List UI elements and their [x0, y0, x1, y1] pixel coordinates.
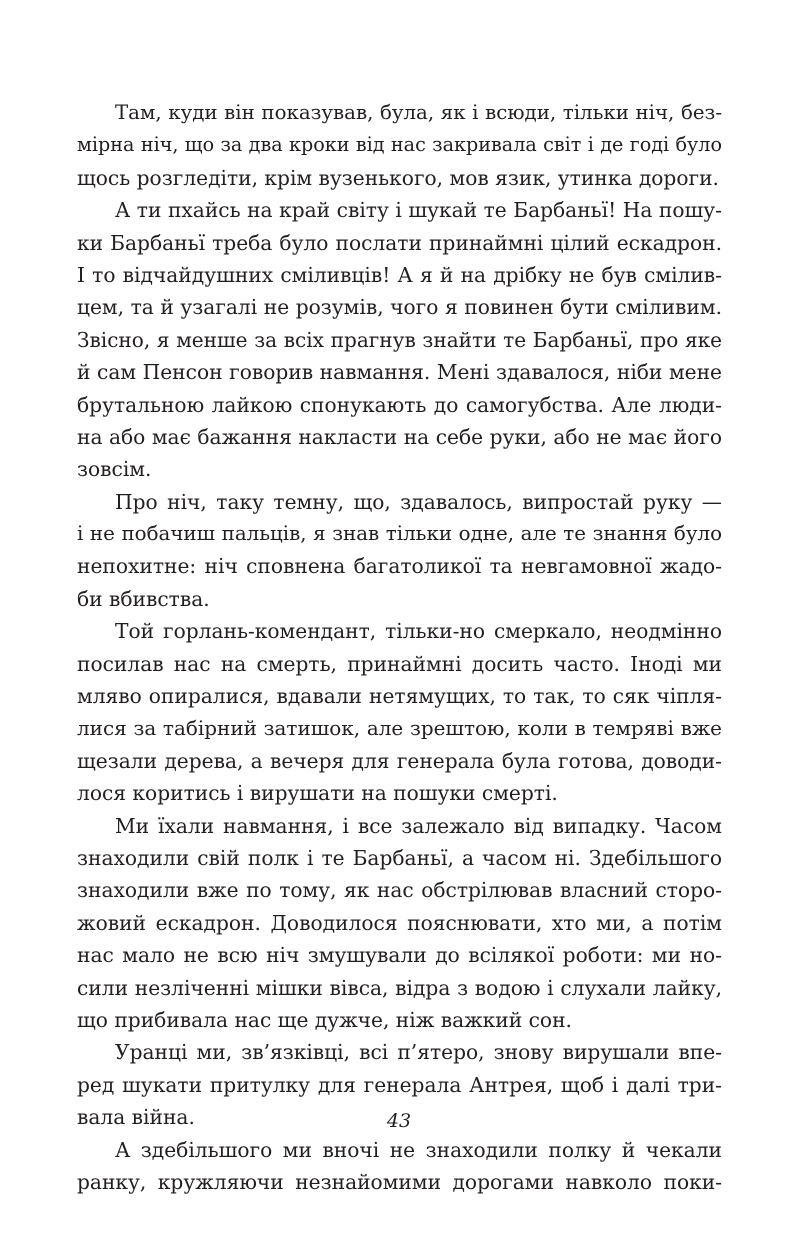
- text-line: непохитне: ніч сповнена багатоликої та невгамовної жадо-: [77, 554, 722, 579]
- paragraph: [77, 194, 722, 486]
- paragraph: [77, 486, 722, 616]
- text-line: сили незліченні мішки вівса, відра з водою і слухали лайку,: [77, 975, 722, 1000]
- text-line: мірна ніч, що за два кроки від нас закривала світ і де годі було: [77, 133, 722, 157]
- text-line: і не побачиш пальців, я знав тільки одне, але те знання було: [77, 522, 722, 546]
- text-line: лися за табірний затишок, але зрештою, коли в темряві вже: [77, 716, 722, 741]
- text-line: мляво опиралися, вдавали нетямущих, то так, то сяк чіпля-: [77, 684, 722, 709]
- text-line: Уранці ми, зв’язківці, всі п’ятеро, знову вирушали впе-: [115, 1040, 722, 1065]
- text-line: посилав нас на смерть, принаймні досить часто. Іноді ми: [77, 651, 722, 676]
- text-line: Той горлань-комендант, тільки-но смеркало, неодмінно: [115, 619, 722, 644]
- text-line: Про ніч, таку темну, що, здавалось, випростай руку —: [115, 489, 722, 514]
- text-line: знаходили вже по тому, як нас обстрілював власний сторо-: [77, 878, 722, 903]
- text-line: вала війна.: [77, 1105, 195, 1130]
- text-line: А здебільшого ми вночі не знаходили полку й чекали: [115, 1137, 722, 1162]
- text-line: нас мало не всю ніч змушували до всілякої роботи: ми но-: [77, 943, 722, 968]
- text-line: брутальною лайкою спонукають до самогубства. Але люди-: [77, 392, 722, 417]
- paragraph: [77, 615, 722, 809]
- text-line: цем, та й узагалі не розумів, чого я повинен бути сміливим.: [77, 295, 722, 320]
- text-line: жовий ескадрон. Доводилося пояснювати, хто ми, а потім: [77, 910, 722, 935]
- page-number: 43: [386, 1110, 412, 1132]
- text-line: Там, куди він показував, була, як і всюди, тільки ніч, без-: [115, 101, 722, 124]
- paragraph: [77, 1134, 722, 1199]
- text-line: щезали дерева, а вечеря для генерала була готова, доводи-: [77, 748, 722, 773]
- text-line: зовсім.: [77, 457, 152, 482]
- text-line: А ти пхайсь на край світу і шукай те Барбаньї! На пошу-: [115, 198, 722, 223]
- paragraph: [77, 97, 722, 194]
- text-line: ки Барбаньї треба було послати принаймні цілий ескадрон.: [77, 230, 722, 255]
- text-line: що прибивала нас ще дужче, ніж важкий сон.: [77, 1007, 572, 1032]
- text-line: би вбивства.: [77, 586, 210, 611]
- text-line: лося коритись і вирушати на пошуки смерті.: [77, 781, 558, 806]
- text-line: ранку, кружляючи незнайомими дорогами навколо поки-: [77, 1169, 722, 1194]
- text-line: й сам Пенсон говорив навмання. Мені здавалося, ніби мене: [77, 360, 722, 385]
- body-text: [77, 97, 722, 1198]
- paragraph: [77, 810, 722, 1037]
- text-line: щось розгледіти, крім вузенького, мов язик, утинка дороги.: [77, 165, 719, 190]
- text-line: ред шукати притулку для генерала Антрея, щоб і далі три-: [77, 1072, 722, 1097]
- text-line: знаходили свій полк і те Барбаньї, а часом ні. Здебільшого: [77, 845, 722, 870]
- text-line: на або має бажання накласти на себе руки, або не має його: [77, 424, 722, 449]
- text-line: І то відчайдушних сміливців! А я й на дрібку не був смілив-: [77, 262, 722, 287]
- text-line: Звісно, я менше за всіх прагнув знайти те Барбаньї, про яке: [77, 327, 722, 352]
- text-line: Ми їхали навмання, і все залежало від випадку. Часом: [115, 813, 722, 838]
